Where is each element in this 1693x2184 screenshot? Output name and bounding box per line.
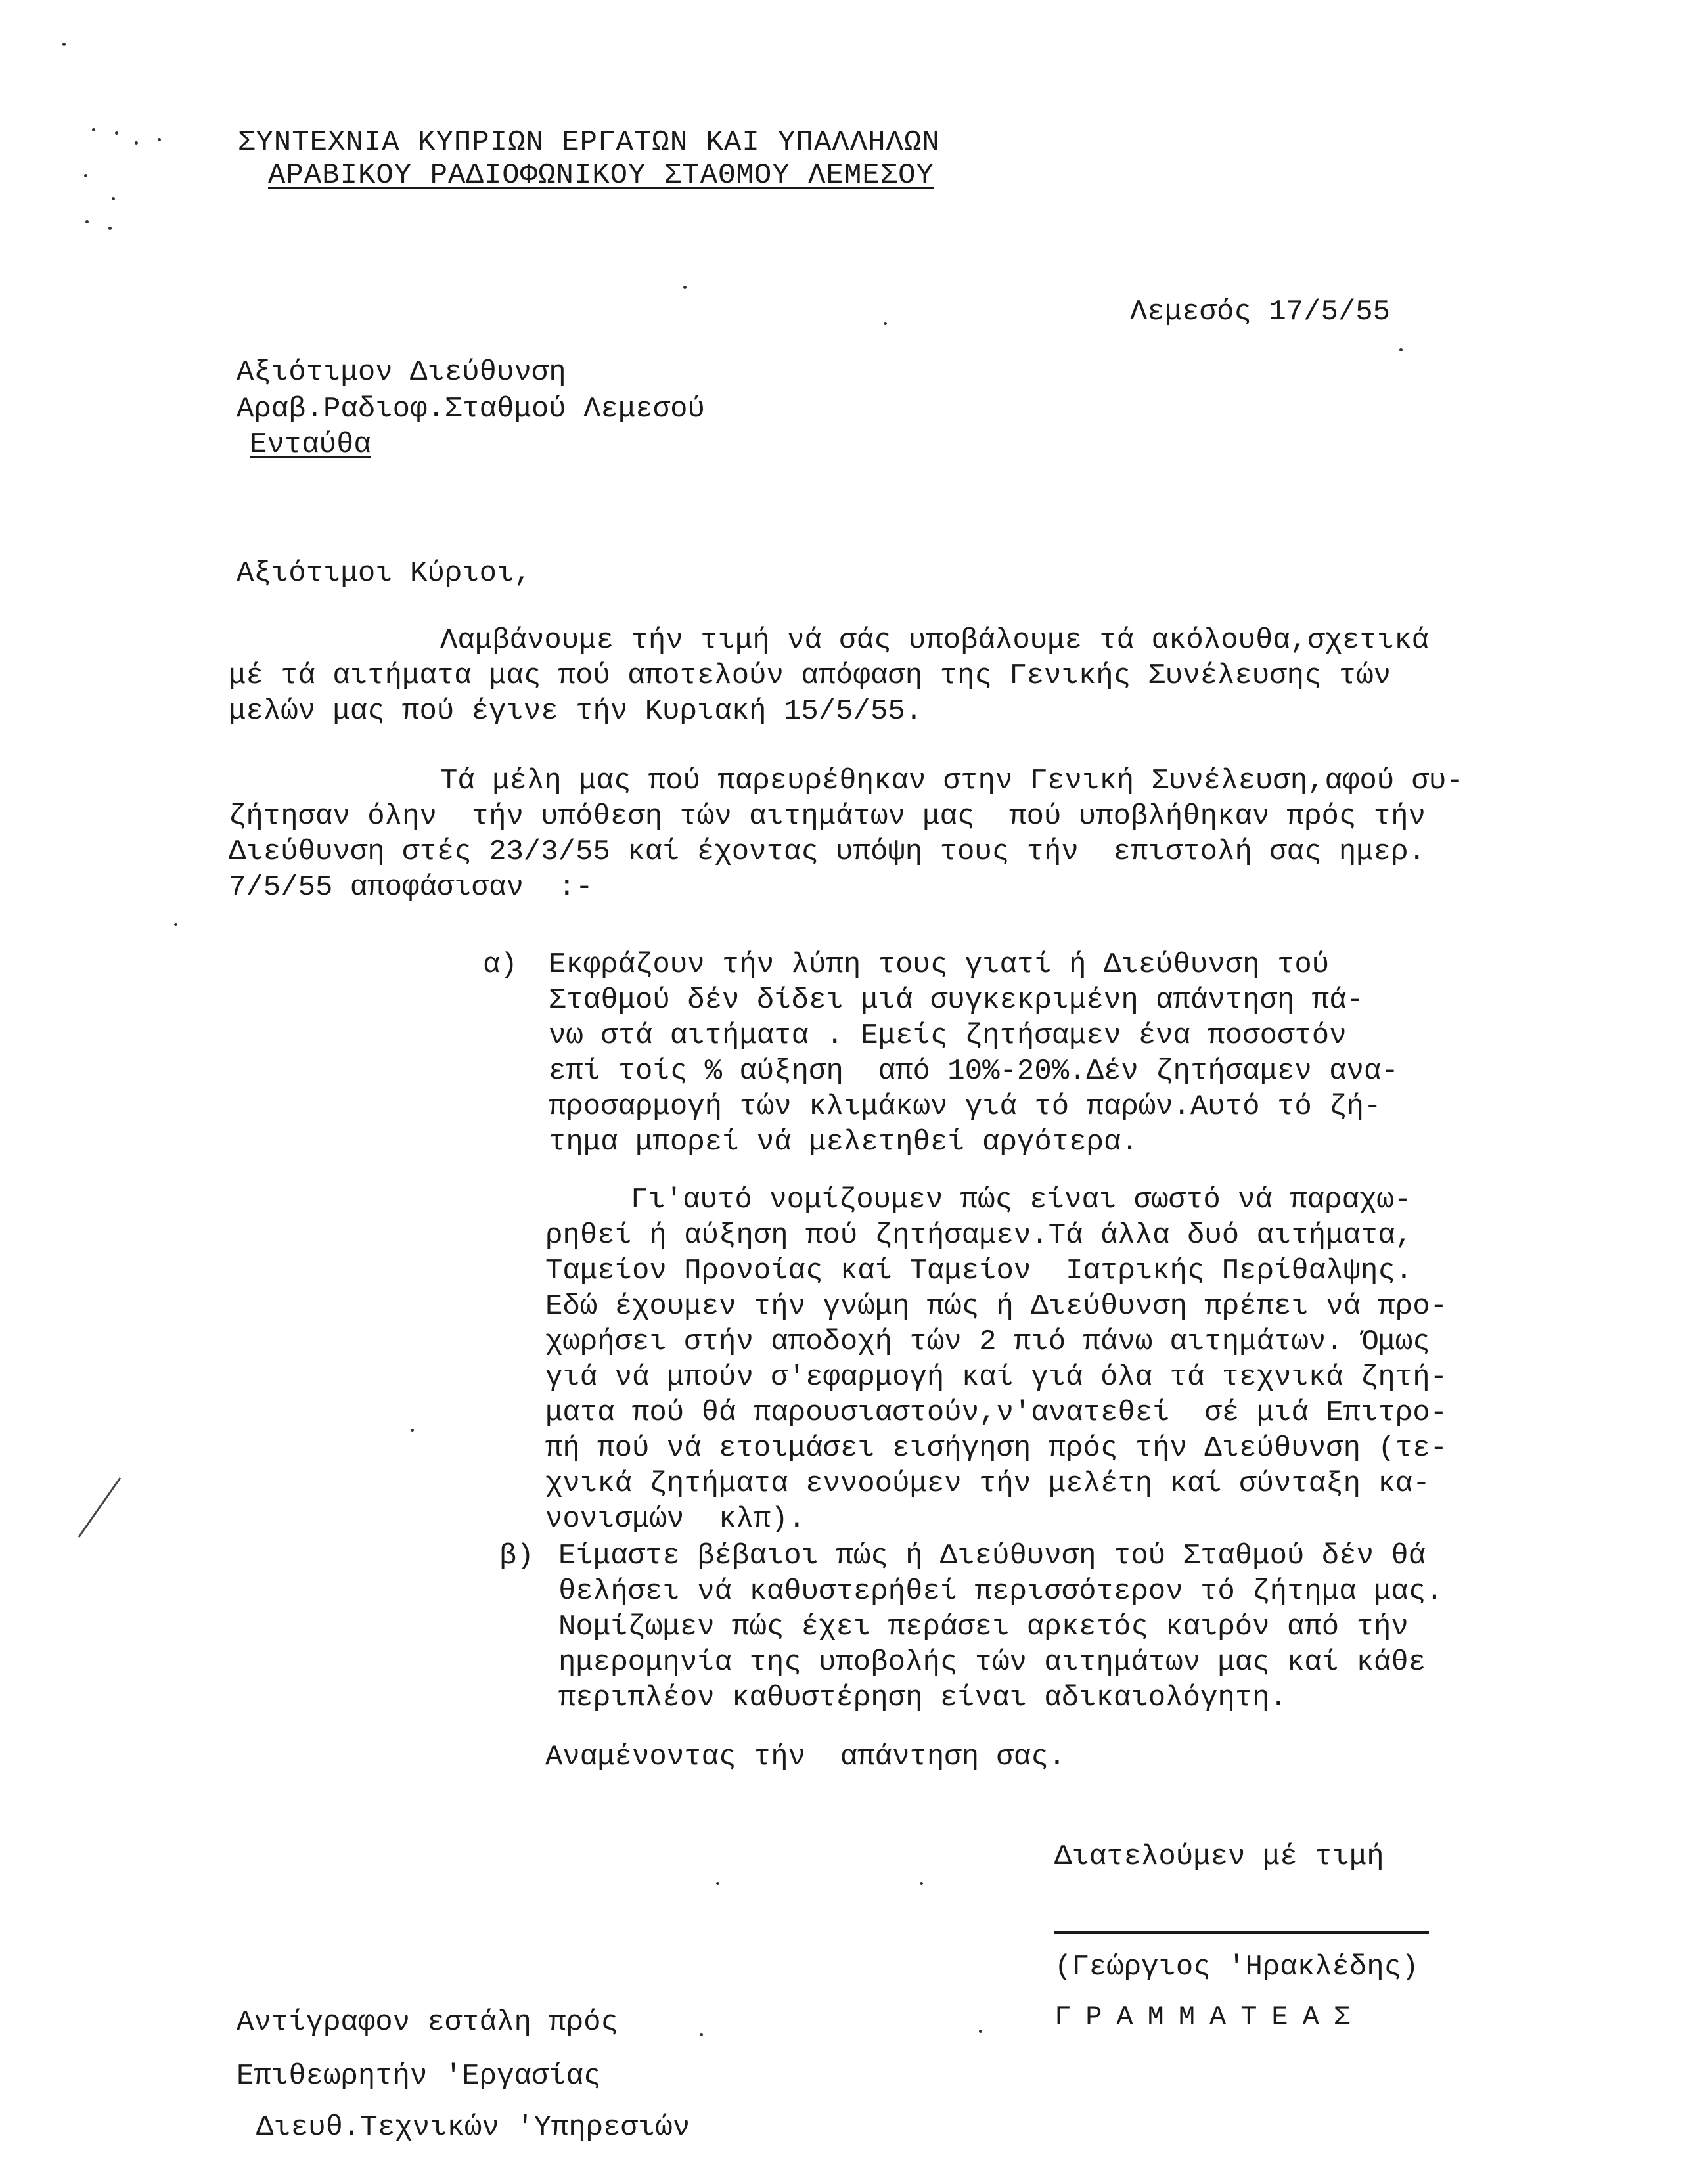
scan-speck: [174, 923, 177, 926]
recipient-line3: Ενταύθα: [250, 428, 371, 461]
scan-speck: [112, 197, 115, 200]
scan-speck: [85, 220, 89, 223]
item-a-cont-line: νονισμών κλπ).: [545, 1503, 806, 1536]
signoff: Διατελούμεν μέ τιμή: [1054, 1840, 1384, 1873]
copies-line1: Αντίγραφον εστάλη πρός: [237, 2006, 618, 2039]
recipient-line1: Αξιότιμον Διεύθυνση: [237, 356, 566, 389]
scan-speck: [135, 141, 138, 145]
signatory-name: (Γεώργιος 'Ηρακλέδης): [1054, 1951, 1419, 1984]
recipient-line2: Αραβ.Ραδιοφ.Σταθμού Λεμεσού: [237, 393, 705, 426]
item-a-cont-line: χνικά ζητήματα εννοούμεν τήν μελέτη καί σύνταξη κα-: [545, 1467, 1430, 1500]
item-a-cont-line: γιά νά μπούν σ'εφαρμογή καί γιά όλα τά τεχνικά ζητή-: [545, 1361, 1448, 1394]
paragraph-line: μέ τά αιτήματα μας πού αποτελούν απόφαση της Γενικής Συνέλευσης τών: [229, 659, 1391, 692]
scan-speck: [700, 2033, 703, 2036]
item-marker-a: α): [483, 948, 518, 981]
scan-speck: [84, 174, 87, 177]
scan-speck: [716, 1882, 719, 1885]
paragraph-line: 7/5/55 αποφάσισαν :-: [229, 871, 593, 904]
item-a-cont-line: Ταμείον Προνοίας καί Ταμείον Ιατρικής Περίθαλψης.: [545, 1255, 1413, 1287]
scan-speck: [1399, 348, 1403, 351]
copies-line2: Επιθεωρητήν 'Εργασίας: [237, 2060, 601, 2093]
paragraph-line: ζήτησαν όλην τήν υπόθεση τών αιτημάτων μας πού υποβλήθηκαν πρός τήν: [229, 800, 1426, 833]
paragraph-line: μελών μας πού έγινε τήν Κυριακή 15/5/55.: [229, 695, 923, 728]
scan-speck: [115, 131, 118, 135]
item-a-cont-line: ματα πού θά παρουσιαστούν,ν'ανατεθεί σέ μιά Επιτρο-: [545, 1396, 1448, 1429]
item-a-line: προσαρμογή τών κλιμάκων γιά τό παρών.Αυτό τό ζή-: [549, 1090, 1382, 1123]
item-a-cont-line: ρηθεί ή αύξηση πού ζητήσαμεν.Τά άλλα δυό αιτήματα,: [545, 1219, 1413, 1252]
letter-date: Λεμεσός 17/5/55: [1130, 296, 1391, 328]
paragraph-line: Τά μέλη μας πού παρευρέθηκαν στην Γενική Συνέλευση,αφού συ-: [440, 765, 1464, 797]
item-a-cont-line: Γι'αυτό νομίζουμεν πώς είναι σωστό νά παραχω-: [631, 1184, 1412, 1216]
scan-speck: [92, 128, 95, 131]
scan-speck: [920, 1882, 923, 1885]
scan-speck: [411, 1429, 414, 1432]
item-a-cont-line: Εδώ έχουμεν τήν γνώμη πώς ή Διεύθυνση πρέπει νά προ-: [545, 1290, 1448, 1323]
item-a-line: Εκφράζουν τήν λύπη τους γιατί ή Διεύθυνση τού: [549, 948, 1330, 981]
signatory-title: ΓΡΑΜΜΑΤΕΑΣ: [1054, 2001, 1365, 2033]
closing-line: Αναμένοντας τήν απάντηση σας.: [545, 1741, 1066, 1773]
item-a-line: επί τοίς % αύξηση από 10%-20%.Δέν ζητήσαμεν ανα-: [549, 1055, 1399, 1088]
item-a-cont-line: χωρήσει στήν αποδοχή τών 2 πιό πάνω αιτημάτων. Όμως: [545, 1326, 1430, 1358]
item-a-line: νω στά αιτήματα . Εμείς ζητήσαμεν ένα ποσοστόν: [549, 1019, 1347, 1052]
item-a-line: τημα μπορεί νά μελετηθεί αργότερα.: [549, 1126, 1139, 1159]
paragraph-line: Διεύθυνση στές 23/3/55 καί έχοντας υπόψη τους τήν επιστολή σας ημερ.: [229, 836, 1426, 868]
item-b-line: περιπλέον καθυστέρηση είναι αδικαιολόγητη.: [558, 1682, 1287, 1714]
scan-speck: [884, 322, 887, 325]
paragraph-line: Λαμβάνουμε τήν τιμή νά σάς υποβάλουμε τά ακόλουθα,σχετικά: [440, 624, 1430, 657]
org-name-line1: ΣΥΝΤΕΧΝΙΑ ΚΥΠΡΙΩΝ ΕΡΓΑΤΩΝ ΚΑΙ ΥΠΑΛΛΗΛΩΝ: [238, 126, 940, 159]
item-marker-b: β): [499, 1540, 534, 1572]
item-b-line: Είμαστε βέβαιοι πώς ή Διεύθυνση τού Σταθμού δέν θά: [558, 1540, 1426, 1572]
org-name-line2: ΑΡΑΒΙΚΟΥ ΡΑΔΙΟΦΩΝΙΚΟΥ ΣΤΑΘΜΟΥ ΛΕΜΕΣΟΥ: [268, 159, 934, 192]
scan-stroke: [78, 1477, 122, 1538]
scan-speck: [62, 43, 66, 46]
scan-speck: [158, 138, 161, 141]
item-b-line: ημερομηνία της υποβολής τών αιτημάτων μας καί κάθε: [558, 1646, 1426, 1679]
item-a-line: Σταθμού δέν δίδει μιά συγκεκριμένη απάντηση πά-: [549, 984, 1365, 1017]
scan-speck: [683, 286, 687, 289]
scan-speck: [108, 227, 112, 230]
item-b-line: Νομίζωμεν πώς έχει περάσει αρκετός καιρόν από τήν: [558, 1611, 1409, 1643]
salutation: Αξιότιμοι Κύριοι,: [237, 557, 531, 590]
signature-line: [1054, 1931, 1429, 1934]
item-a-cont-line: πή πού νά ετοιμάσει εισήγηση πρός τήν Διεύθυνση (τε-: [545, 1432, 1448, 1465]
item-b-line: θελήσει νά καθυστερήθεί περισσότερον τό ζήτημα μας.: [558, 1575, 1443, 1608]
scan-speck: [979, 2030, 982, 2033]
copies-line3: Διευθ.Τεχνικών 'Υπηρεσιών: [256, 2111, 690, 2144]
